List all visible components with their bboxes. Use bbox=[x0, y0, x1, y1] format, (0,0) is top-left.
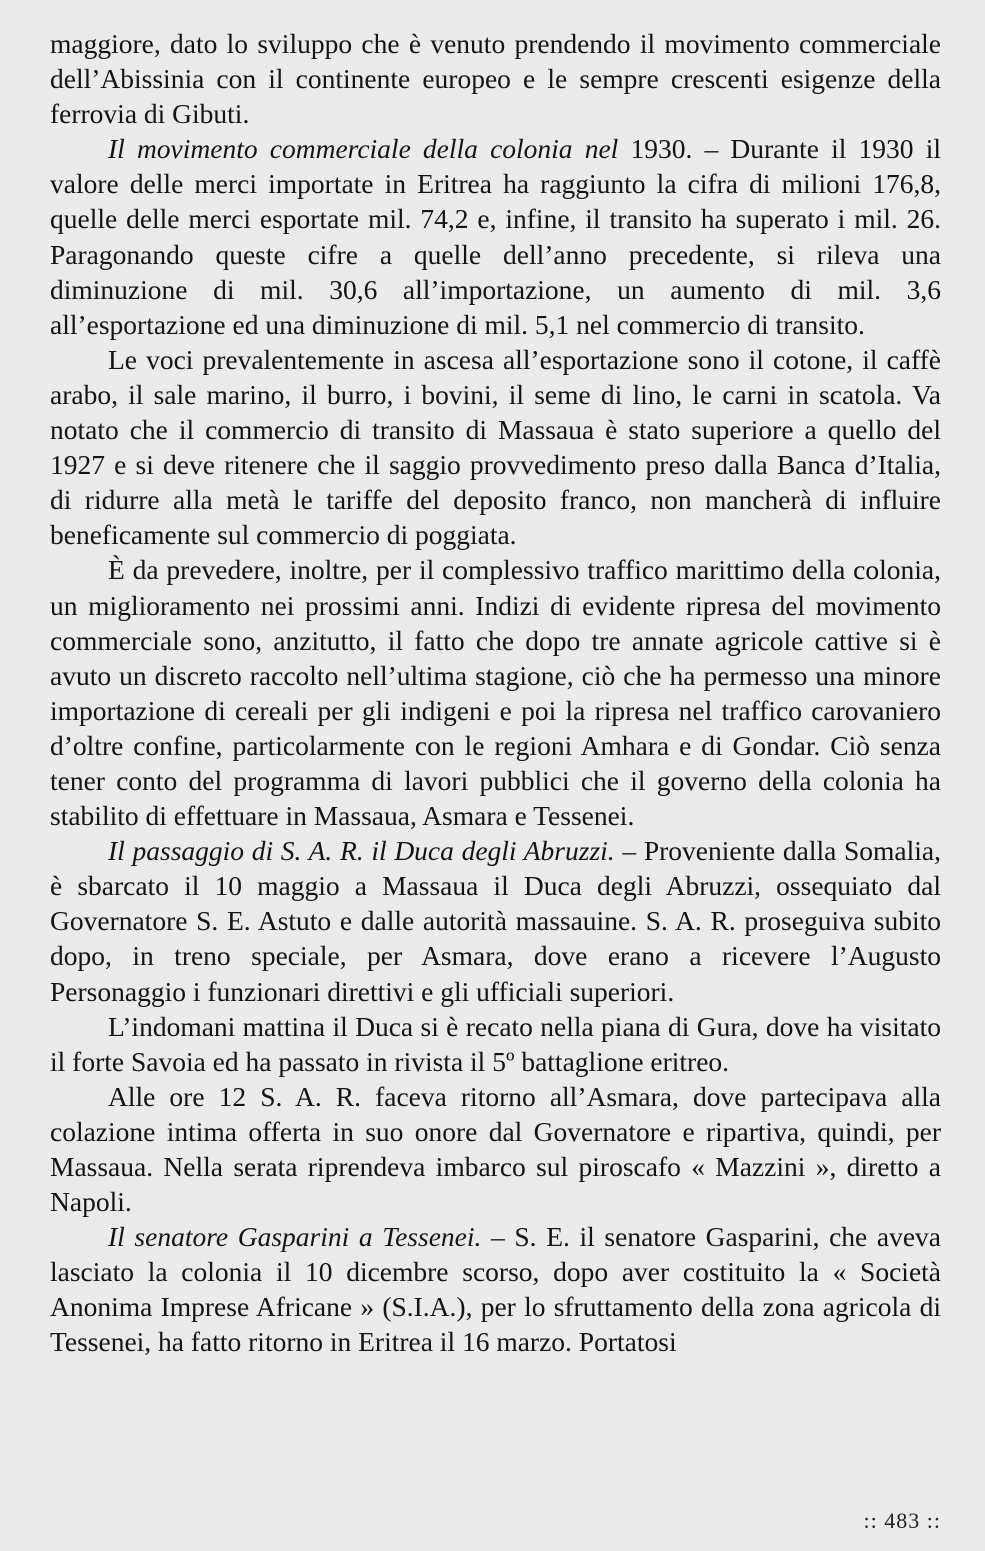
paragraph-text: – Proveniente dalla Somalia, è sbarcato il 10 maggio a Massaua il Duca degli Abruzzi, ossequiato dal Governatore S. E. Astuto e dalle autorità massauine. S. A. R. proseguiva subito dopo, in treno speciale, per Asmara, dove erano a ricevere l’Augusto Personaggio i funzionari direttivi e gli ufficiali superiori. bbox=[50, 835, 941, 1007]
page-number: :: 483 :: bbox=[863, 1508, 941, 1533]
section-heading: Il movimento commerciale della colonia nel bbox=[108, 133, 619, 165]
paragraph-2 bbox=[50, 131, 941, 342]
paragraph-5 bbox=[50, 833, 941, 1008]
paragraph-text: L’indomani mattina il Duca si è recato nella piana di Gura, dove ha visitato il forte Savoia ed ha passato in rivista il 5º battaglione eritreo. bbox=[50, 1010, 941, 1077]
paragraph-1 bbox=[50, 26, 941, 131]
body-text bbox=[50, 26, 941, 1360]
section-heading: Il passaggio di S. A. R. il Duca degli Abruzzi. bbox=[108, 835, 615, 867]
paragraph-text: – S. E. il senatore Gasparini, che aveva lasciato la colonia il 10 dicembre scorso, dopo aver costituito la « Società Anonima Imprese Africane » (S.I.A.), per lo sfruttamento della zona agricola di Tessenei, ha fatto ritorno in Eritrea il 16 marzo. Portatosi bbox=[50, 1221, 941, 1358]
paragraph-text: maggiore, dato lo sviluppo che è venuto prendendo il movimento commerciale dell’Abissinia con il continente europeo e le sempre crescenti esigenze della ferrovia di Gibuti. bbox=[50, 28, 941, 130]
paragraph-3 bbox=[50, 342, 941, 553]
paragraph-text: Alle ore 12 S. A. R. faceva ritorno all’Asmara, dove partecipava alla colazione intima offerta in suo onore dal Governatore e ripartiva, quindi, per Massaua. Nella serata riprendeva imbarco sul piroscafo « Mazzini », diretto a Napoli. bbox=[50, 1080, 941, 1218]
paragraph-text: 1930. – Durante il 1930 il valore delle merci importate in Eritrea ha raggiunto la cifra di milioni 176,8, quelle delle merci esportate mil. 74,2 e, infine, il transito ha superato i mil. 26. Paragonando queste cifre a quelle dell’anno precedente, si rileva una diminuzione di mil. 30,6 all’importazione, un aumento di mil. 3,6 all’esportazione ed una diminuzione di mil. 5,1 nel commercio di transito. bbox=[50, 133, 941, 340]
section-heading: Il senatore Gasparini a Tessenei. bbox=[108, 1221, 482, 1253]
paragraph-4 bbox=[50, 552, 941, 833]
paragraph-text: È da prevedere, inoltre, per il complessivo traffico marittimo della colonia, un miglioramento nei prossimi anni. Indizi di evidente ripresa del movimento commerciale sono, anzitutto, il fatto che dopo tre annate agricole cattive si è avuto un discreto raccolto nell’ultima stagione, ciò che ha permesso una minore importazione di cereali per gli indigeni e poi la ripresa nel traffico carovaniero d’oltre confine, particolarmente con le regioni Amhara e di Gondar. Ciò senza tener conto del programma di lavori pubblici che il governo della colonia ha stabilito di effettuare in Massaua, Asmara e Tessenei. bbox=[50, 554, 941, 832]
paragraph-8 bbox=[50, 1219, 941, 1359]
paragraph-7 bbox=[50, 1079, 941, 1219]
paragraph-text: Le voci prevalentemente in ascesa all’esportazione sono il cotone, il caffè arabo, il sale marino, il burro, i bovini, il seme di lino, le carni in scatola. Va notato che il commercio di transito di Massaua è stato superiore a quello del 1927 e si deve ritenere che il saggio provvedimento preso dalla Banca d’Italia, di ridurre alla metà le tariffe del deposito franco, non mancherà di influire beneficamente sul commercio di poggiata. bbox=[50, 343, 941, 551]
paragraph-6 bbox=[50, 1009, 941, 1079]
